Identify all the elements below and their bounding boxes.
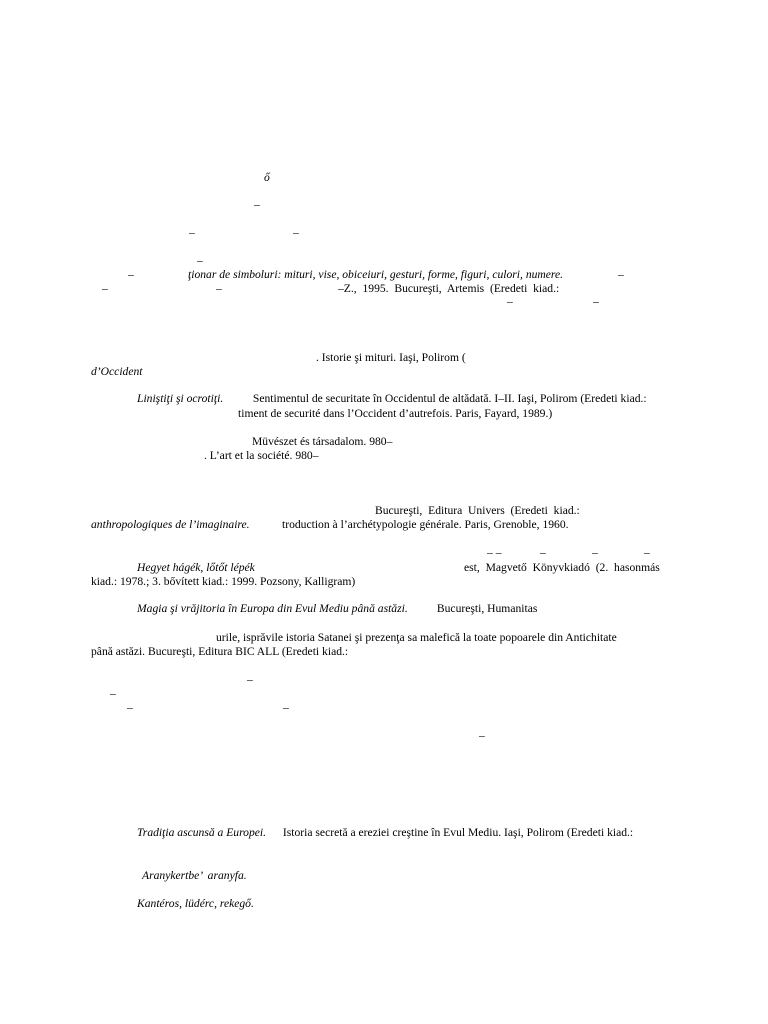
reference-text: –Z., 1995. Bucureşti, Artemis (Eredeti kiad.:	[338, 282, 560, 295]
text-fragment: –	[593, 295, 599, 308]
reference-text: urile, isprăvile istoria Satanei şi prezenţa sa malefică la toate popoarele din Antichitate	[216, 631, 617, 644]
reference-title: d’Occident	[91, 365, 143, 378]
reference-title: Kantéros, lüdérc, rekegő.	[137, 897, 254, 910]
text-fragment: –	[189, 226, 195, 239]
text-fragment: ő	[264, 171, 270, 184]
reference-title: Magia şi vrăjitoria în Europa din Evul Mediu până astăzi.	[137, 602, 408, 615]
text-fragment: –	[197, 254, 203, 267]
text-fragment: – –	[487, 546, 502, 559]
reference-title: ţionar de simboluri: mituri, vise, obiceiuri, gesturi, forme, figuri, culori, numere.	[188, 268, 564, 281]
reference-text: troduction à l’archétypologie générale. Paris, Grenoble, 1960.	[282, 518, 569, 531]
text-fragment: –	[127, 701, 133, 714]
reference-text: până astăzi. Bucureşti, Editura BIC ALL (Eredeti kiad.:	[91, 645, 349, 658]
text-fragment: –	[110, 687, 116, 700]
text-fragment: –	[293, 226, 299, 239]
reference-title: Tradiţia ascunsă a Europei.	[137, 826, 267, 839]
text-fragment: –	[644, 546, 650, 559]
text-fragment: –	[618, 268, 624, 281]
text-fragment: –	[102, 282, 108, 295]
text-fragment: –	[216, 282, 222, 295]
text-fragment: –	[254, 198, 260, 211]
reference-title: anthropologiques de l’imaginaire.	[91, 518, 250, 531]
reference-text: Istoria secretă a ereziei creştine în Evul Mediu. Iaşi, Polirom (Eredeti kiad.:	[280, 826, 634, 839]
text-fragment: –	[283, 701, 289, 714]
reference-text: . Istorie şi mituri. Iaşi, Polirom (	[316, 351, 466, 364]
text-fragment: –	[507, 295, 513, 308]
text-fragment: –	[479, 729, 485, 742]
reference-title: Hegyet hágék, lőtőt lépék	[137, 561, 255, 574]
text-fragment: –	[592, 546, 598, 559]
text-fragment: –	[128, 268, 134, 281]
reference-text: kiad.: 1978.; 3. bővített kiad.: 1999. Pozsony, Kalligram)	[91, 575, 356, 588]
reference-title: Aranykertbe’ aranyfa.	[142, 869, 247, 882]
text-fragment: –	[247, 673, 253, 686]
text-fragment: –	[540, 546, 546, 559]
reference-text: Müvészet és társadalom. 980–	[252, 435, 393, 448]
reference-text: Bucureşti, Humanitas	[434, 602, 538, 615]
reference-text: est, Magvető Könyvkiadó (2. hasonmás	[464, 561, 660, 574]
reference-title: Liniştiţi şi ocrotiţi.	[137, 392, 224, 405]
reference-text: Sentimentul de securitate în Occidentul de altădată. I–II. Iaşi, Polirom (Eredeti kiad.:	[250, 392, 647, 405]
reference-text: . L’art et la société. 980–	[204, 449, 319, 462]
reference-text: timent de securité dans l’Occident d’autrefois. Paris, Fayard, 1989.)	[238, 407, 553, 420]
reference-text: Bucureşti, Editura Univers (Eredeti kiad.:	[375, 504, 580, 517]
